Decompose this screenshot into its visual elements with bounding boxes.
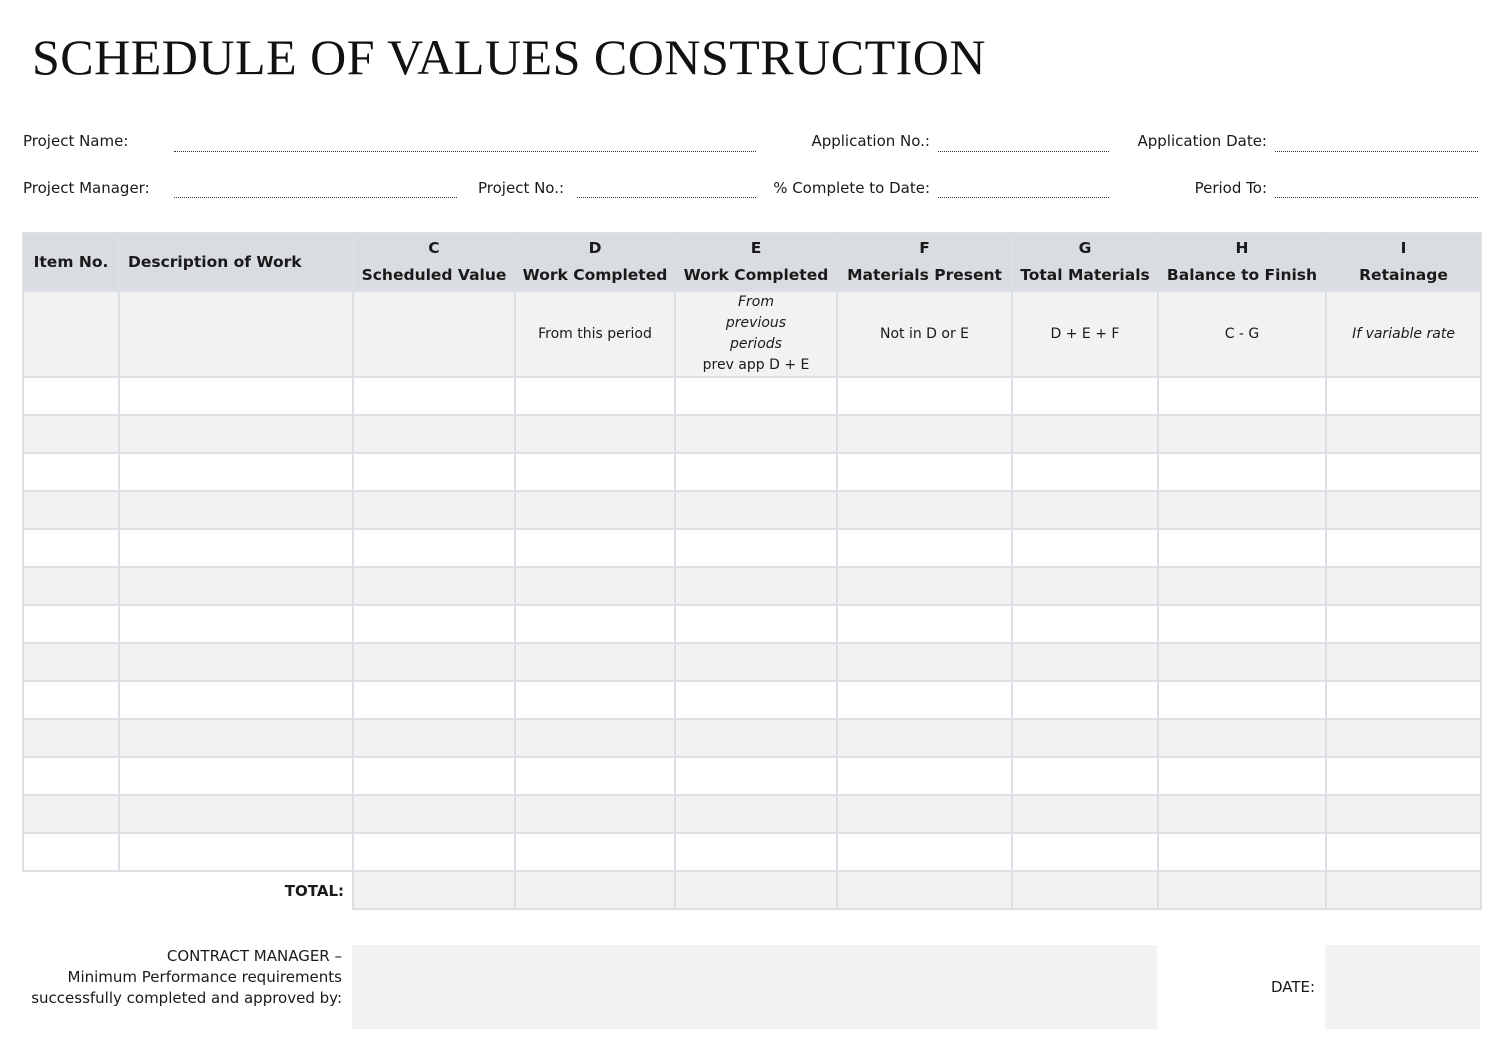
note-f: Not in D or E [837, 291, 1012, 377]
table-cell[interactable] [837, 567, 1012, 605]
table-cell[interactable] [1326, 377, 1481, 415]
table-cell[interactable] [515, 681, 675, 719]
table-cell[interactable] [1012, 377, 1158, 415]
table-cell[interactable] [1012, 681, 1158, 719]
table-cell[interactable] [353, 681, 515, 719]
table-cell[interactable] [837, 415, 1012, 453]
contract-manager-label: CONTRACT MANAGER – Minimum Performance requirements successfully completed and approved by: [31, 947, 342, 1007]
table-cell[interactable] [1326, 833, 1481, 871]
table-row [23, 377, 1481, 415]
table-cell[interactable] [675, 529, 837, 567]
table-cell[interactable] [1326, 757, 1481, 795]
percent-complete-field[interactable] [938, 197, 1109, 198]
table-cell[interactable] [1326, 795, 1481, 833]
table-cell[interactable] [119, 529, 353, 567]
table-cell[interactable] [119, 757, 353, 795]
table-cell[interactable] [23, 491, 119, 529]
table-cell[interactable] [515, 377, 675, 415]
table-cell[interactable] [23, 757, 119, 795]
note-row [23, 291, 1481, 377]
table-cell[interactable] [837, 377, 1012, 415]
table-cell[interactable] [1012, 833, 1158, 871]
table-cell[interactable] [23, 415, 119, 453]
table-cell[interactable] [119, 605, 353, 643]
table-cell[interactable] [353, 605, 515, 643]
table-cell[interactable] [675, 757, 837, 795]
table-cell[interactable] [119, 833, 353, 871]
col-c: C Scheduled Value [353, 233, 515, 291]
table-cell[interactable] [1158, 643, 1326, 681]
table-cell[interactable] [119, 719, 353, 757]
table-cell[interactable] [353, 833, 515, 871]
table-cell[interactable] [1326, 605, 1481, 643]
table-cell[interactable] [515, 795, 675, 833]
table-row [23, 795, 1481, 833]
col-i: I Retainage [1326, 233, 1481, 291]
table-cell[interactable] [1012, 453, 1158, 491]
table-cell[interactable] [837, 529, 1012, 567]
table-cell[interactable] [515, 529, 675, 567]
table-cell[interactable] [1158, 605, 1326, 643]
table-cell[interactable] [1326, 643, 1481, 681]
table-cell[interactable] [1326, 415, 1481, 453]
note-h: C - G [1158, 291, 1326, 377]
table-cell[interactable] [1158, 491, 1326, 529]
col-f: F Materials Present [837, 233, 1012, 291]
table-cell[interactable] [119, 377, 353, 415]
table-cell[interactable] [1158, 795, 1326, 833]
table-cell[interactable] [23, 833, 119, 871]
table-cell[interactable] [515, 567, 675, 605]
table-cell[interactable] [1012, 643, 1158, 681]
table-cell[interactable] [675, 377, 837, 415]
table-cell[interactable] [23, 795, 119, 833]
project-no-label: Project No.: [478, 179, 565, 197]
table-cell[interactable] [837, 795, 1012, 833]
table-cell[interactable] [675, 453, 837, 491]
table-row [23, 567, 1481, 605]
table-cell[interactable] [1012, 529, 1158, 567]
table-cell[interactable] [119, 491, 353, 529]
total-label: TOTAL: [23, 871, 353, 909]
table-row [23, 757, 1481, 795]
table-cell[interactable] [837, 757, 1012, 795]
application-no-field[interactable] [938, 151, 1109, 152]
table-cell[interactable] [1158, 681, 1326, 719]
date-label: DATE: [1271, 978, 1316, 996]
project-no-field[interactable] [577, 197, 756, 198]
note-e: From previous periods prev app D + E [675, 291, 837, 377]
table-cell[interactable] [353, 757, 515, 795]
table-cell[interactable] [675, 719, 837, 757]
project-manager-field[interactable] [174, 197, 457, 198]
total-cell[interactable] [837, 871, 1012, 909]
table-cell[interactable] [353, 529, 515, 567]
table-cell[interactable] [515, 833, 675, 871]
schedule-table [22, 232, 1482, 910]
table-cell[interactable] [1158, 567, 1326, 605]
table-cell[interactable] [23, 605, 119, 643]
total-cell[interactable] [675, 871, 837, 909]
table-cell[interactable] [837, 833, 1012, 871]
table-cell[interactable] [1158, 719, 1326, 757]
table-cell[interactable] [353, 377, 515, 415]
table-cell[interactable] [119, 415, 353, 453]
table-cell[interactable] [515, 719, 675, 757]
table-cell[interactable] [1326, 529, 1481, 567]
total-cell[interactable] [1158, 871, 1326, 909]
col-e: E Work Completed [675, 233, 837, 291]
table-cell[interactable] [675, 795, 837, 833]
table-cell[interactable] [837, 605, 1012, 643]
table-cell[interactable] [1012, 491, 1158, 529]
table-cell[interactable] [23, 529, 119, 567]
table-cell[interactable] [23, 681, 119, 719]
table-cell[interactable] [119, 681, 353, 719]
table-row [23, 529, 1481, 567]
table-cell[interactable] [1158, 415, 1326, 453]
table-row [23, 833, 1481, 871]
table-cell[interactable] [1012, 757, 1158, 795]
table-cell[interactable] [353, 643, 515, 681]
page-title: SCHEDULE OF VALUES CONSTRUCTION [32, 29, 987, 85]
project-name-field[interactable] [174, 151, 756, 152]
header-row [23, 233, 1481, 291]
table-cell[interactable] [23, 643, 119, 681]
table-cell[interactable] [119, 567, 353, 605]
table-cell[interactable] [1326, 491, 1481, 529]
table-cell[interactable] [837, 719, 1012, 757]
table-row [23, 415, 1481, 453]
col-h: H Balance to Finish [1158, 233, 1326, 291]
table-row [23, 491, 1481, 529]
table-cell[interactable] [1158, 377, 1326, 415]
table-row [23, 643, 1481, 681]
table-cell[interactable] [353, 453, 515, 491]
col-g: G Total Materials [1012, 233, 1158, 291]
total-row [23, 871, 1481, 909]
table-cell[interactable] [353, 795, 515, 833]
table-cell[interactable] [675, 491, 837, 529]
col-d: D Work Completed [515, 233, 675, 291]
note-i: If variable rate [1326, 291, 1481, 377]
total-cell[interactable] [353, 871, 515, 909]
contract-manager-signature-field[interactable] [352, 945, 1157, 1029]
table-cell[interactable] [353, 415, 515, 453]
total-cell[interactable] [515, 871, 675, 909]
table-cell[interactable] [675, 833, 837, 871]
table-cell[interactable] [675, 567, 837, 605]
table-cell[interactable] [515, 415, 675, 453]
application-date-label: Application Date: [1137, 132, 1267, 150]
table-cell[interactable] [675, 643, 837, 681]
table-cell[interactable] [353, 491, 515, 529]
table-cell[interactable] [353, 719, 515, 757]
project-name-label: Project Name: [23, 132, 129, 150]
table-cell[interactable] [1012, 415, 1158, 453]
col-item-no: Item No. [23, 233, 119, 291]
table-cell[interactable] [119, 453, 353, 491]
table-cell[interactable] [675, 681, 837, 719]
table-cell[interactable] [837, 453, 1012, 491]
col-description: Description of Work [119, 233, 353, 291]
table-cell[interactable] [1012, 567, 1158, 605]
table-cell[interactable] [1158, 833, 1326, 871]
application-date-field[interactable] [1275, 151, 1478, 152]
application-no-label: Application No.: [811, 132, 930, 150]
table-row [23, 605, 1481, 643]
period-to-label: Period To: [1194, 179, 1267, 197]
table-cell[interactable] [1012, 605, 1158, 643]
table-cell[interactable] [675, 605, 837, 643]
table-cell[interactable] [1326, 453, 1481, 491]
table-cell[interactable] [353, 567, 515, 605]
note-d: From this period [515, 291, 675, 377]
table-cell[interactable] [23, 567, 119, 605]
table-cell[interactable] [515, 453, 675, 491]
total-cell[interactable] [1326, 871, 1481, 909]
table-cell[interactable] [23, 453, 119, 491]
table-cell[interactable] [1326, 681, 1481, 719]
table-cell[interactable] [1012, 719, 1158, 757]
period-to-field[interactable] [1275, 197, 1478, 198]
table-cell[interactable] [1326, 567, 1481, 605]
table-cell[interactable] [119, 795, 353, 833]
table-cell[interactable] [515, 491, 675, 529]
table-cell[interactable] [119, 643, 353, 681]
table-cell[interactable] [1326, 719, 1481, 757]
total-cell[interactable] [1012, 871, 1158, 909]
table-cell[interactable] [515, 757, 675, 795]
table-cell[interactable] [837, 681, 1012, 719]
project-manager-label: Project Manager: [23, 179, 150, 197]
table-cell[interactable] [515, 605, 675, 643]
table-cell[interactable] [1158, 529, 1326, 567]
table-cell[interactable] [1158, 757, 1326, 795]
note-g: D + E + F [1012, 291, 1158, 377]
table-row [23, 719, 1481, 757]
table-cell[interactable] [23, 719, 119, 757]
table-cell[interactable] [1012, 795, 1158, 833]
date-field[interactable] [1325, 945, 1480, 1029]
table-row [23, 453, 1481, 491]
table-cell[interactable] [675, 415, 837, 453]
percent-complete-label: % Complete to Date: [773, 179, 930, 197]
table-cell[interactable] [515, 643, 675, 681]
table-cell[interactable] [1158, 453, 1326, 491]
table-cell[interactable] [23, 377, 119, 415]
table-cell[interactable] [837, 643, 1012, 681]
table-cell[interactable] [837, 491, 1012, 529]
table-row [23, 681, 1481, 719]
